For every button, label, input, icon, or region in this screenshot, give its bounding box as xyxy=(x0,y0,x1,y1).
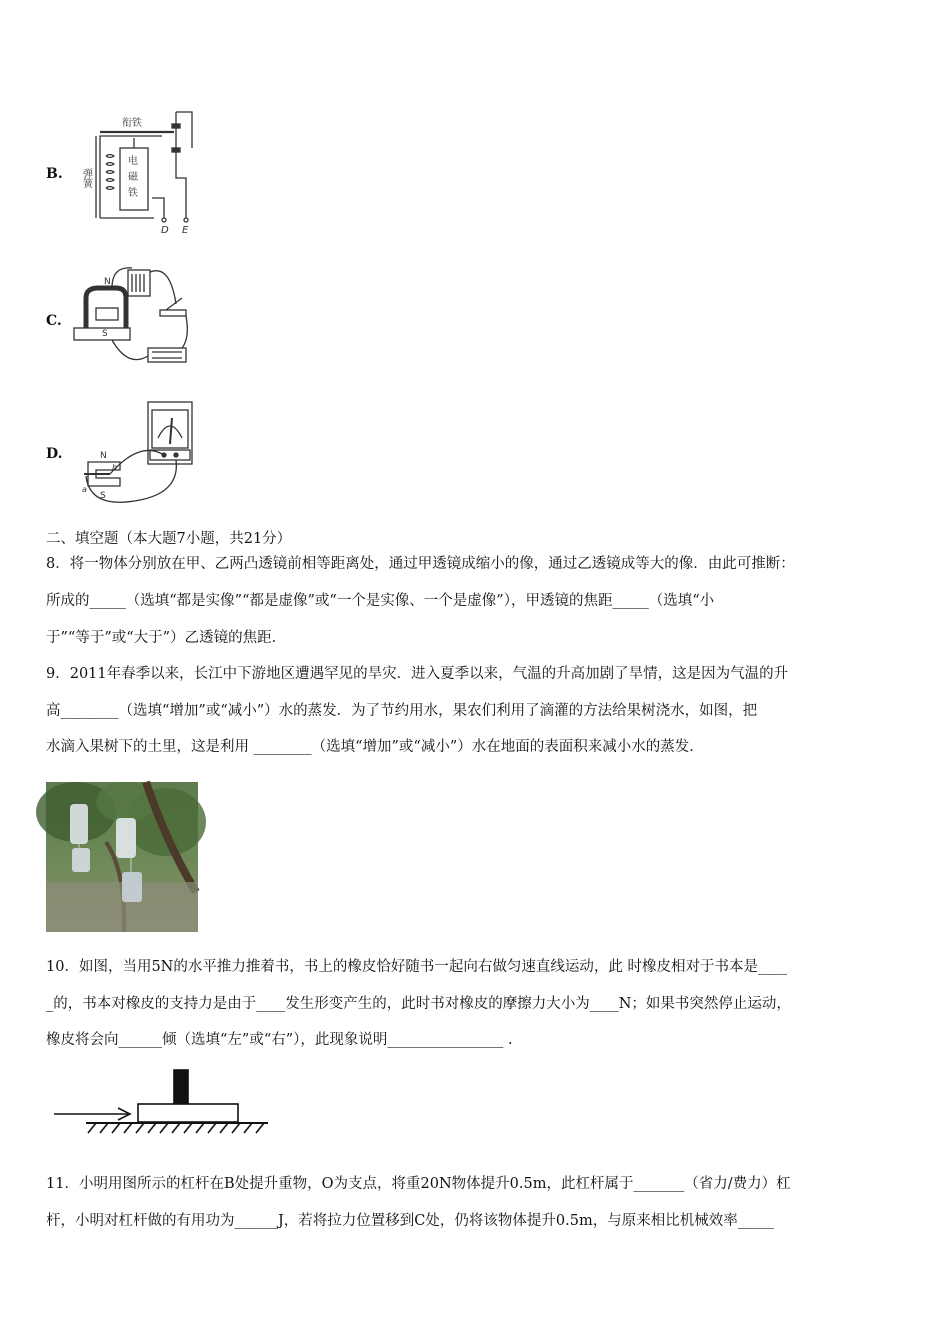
question-8-line-2: 所成的_____（选填“都是实像”“都是虚像”或“一个是实像、一个是虚像”），甲透镜的焦距_____（选填“小 xyxy=(46,593,715,609)
option-d-label: D. xyxy=(46,446,63,462)
drip-irrigation-photo xyxy=(46,782,198,932)
relay-terminal-d: D xyxy=(161,225,169,236)
question-10-line-2: _的，书本对橡皮的支持力是由于____发生形变产生的，此时书对橡皮的摩擦力大小为____N；如果书突然停止运动， xyxy=(46,996,791,1012)
induction-s-text: S xyxy=(100,491,106,501)
question-9-line-3: 水滴入果树下的土里，这是利用 ________（选填“增加”或“减小”）水在地面的表面积来减小水的蒸发． xyxy=(46,739,704,755)
option-b-label: B. xyxy=(46,166,63,182)
relay-coil-text-2: 磁 xyxy=(128,172,138,183)
induction-n-text: N xyxy=(100,451,107,461)
question-11-line-1: 11．小明用图所示的杠杆在B处提升重物，O为支点，将重20N物体提升0.5m，此杠杆属于_______（省力/费力）杠 xyxy=(46,1176,791,1192)
question-10-line-1: 10．如图，当用5N的水平推力推着书，书上的橡皮恰好随书一起向右做匀速直线运动，此 时橡皮相对于书本是____ xyxy=(46,959,787,975)
relay-spring-text: 弹簧 xyxy=(80,168,92,188)
relay-terminal-e: E xyxy=(182,225,189,236)
generator-s-text: S xyxy=(102,329,108,339)
induction-b-text: b xyxy=(112,463,118,472)
relay-coil-text-1: 电 xyxy=(128,156,138,167)
question-9-line-1: 9．2011年春季以来，长江中下游地区遭遇罕见的旱灾．进入夏季以来，气温的升高加剧了旱情，这是因为气温的升 xyxy=(46,666,789,682)
relay-coil-text-3: 铁 xyxy=(128,188,138,199)
question-11-line-2: 杆，小明对杠杆做的有用功为______J，若将拉力位置移到C处，仍将该物体提升0.5m，与原来相比机械效率_____ xyxy=(46,1213,774,1229)
book-eraser-diagram xyxy=(52,1066,278,1144)
relay-armature-text: 衔铁 xyxy=(122,118,142,129)
question-8-line-3: 于”“等于”或“大于”）乙透镜的焦距． xyxy=(46,630,287,646)
induction-a-text: a xyxy=(82,485,87,494)
question-10-line-3: 橡皮将会向______倾（选填“左”或“右”），此现象说明________________ . xyxy=(46,1032,513,1048)
relay-diagram xyxy=(80,108,202,236)
option-c-label: C. xyxy=(46,313,62,329)
question-8-line-1: 8．将一物体分别放在甲、乙两凸透镜前相等距离处，通过甲透镜成缩小的像，通过乙透镜成等大的像．由此可推断： xyxy=(46,556,795,572)
generator-circuit-diagram xyxy=(72,258,190,370)
generator-n-text: N xyxy=(104,277,111,287)
induction-diagram xyxy=(80,400,200,510)
question-9-line-2: 高________（选填“增加”或“减小”）水的蒸发．为了节约用水，果农们利用了滴灌的方法给果树浇水，如图，把 xyxy=(46,703,758,719)
section-title: 二、填空题（本大题7小题，共21分） xyxy=(46,531,292,547)
